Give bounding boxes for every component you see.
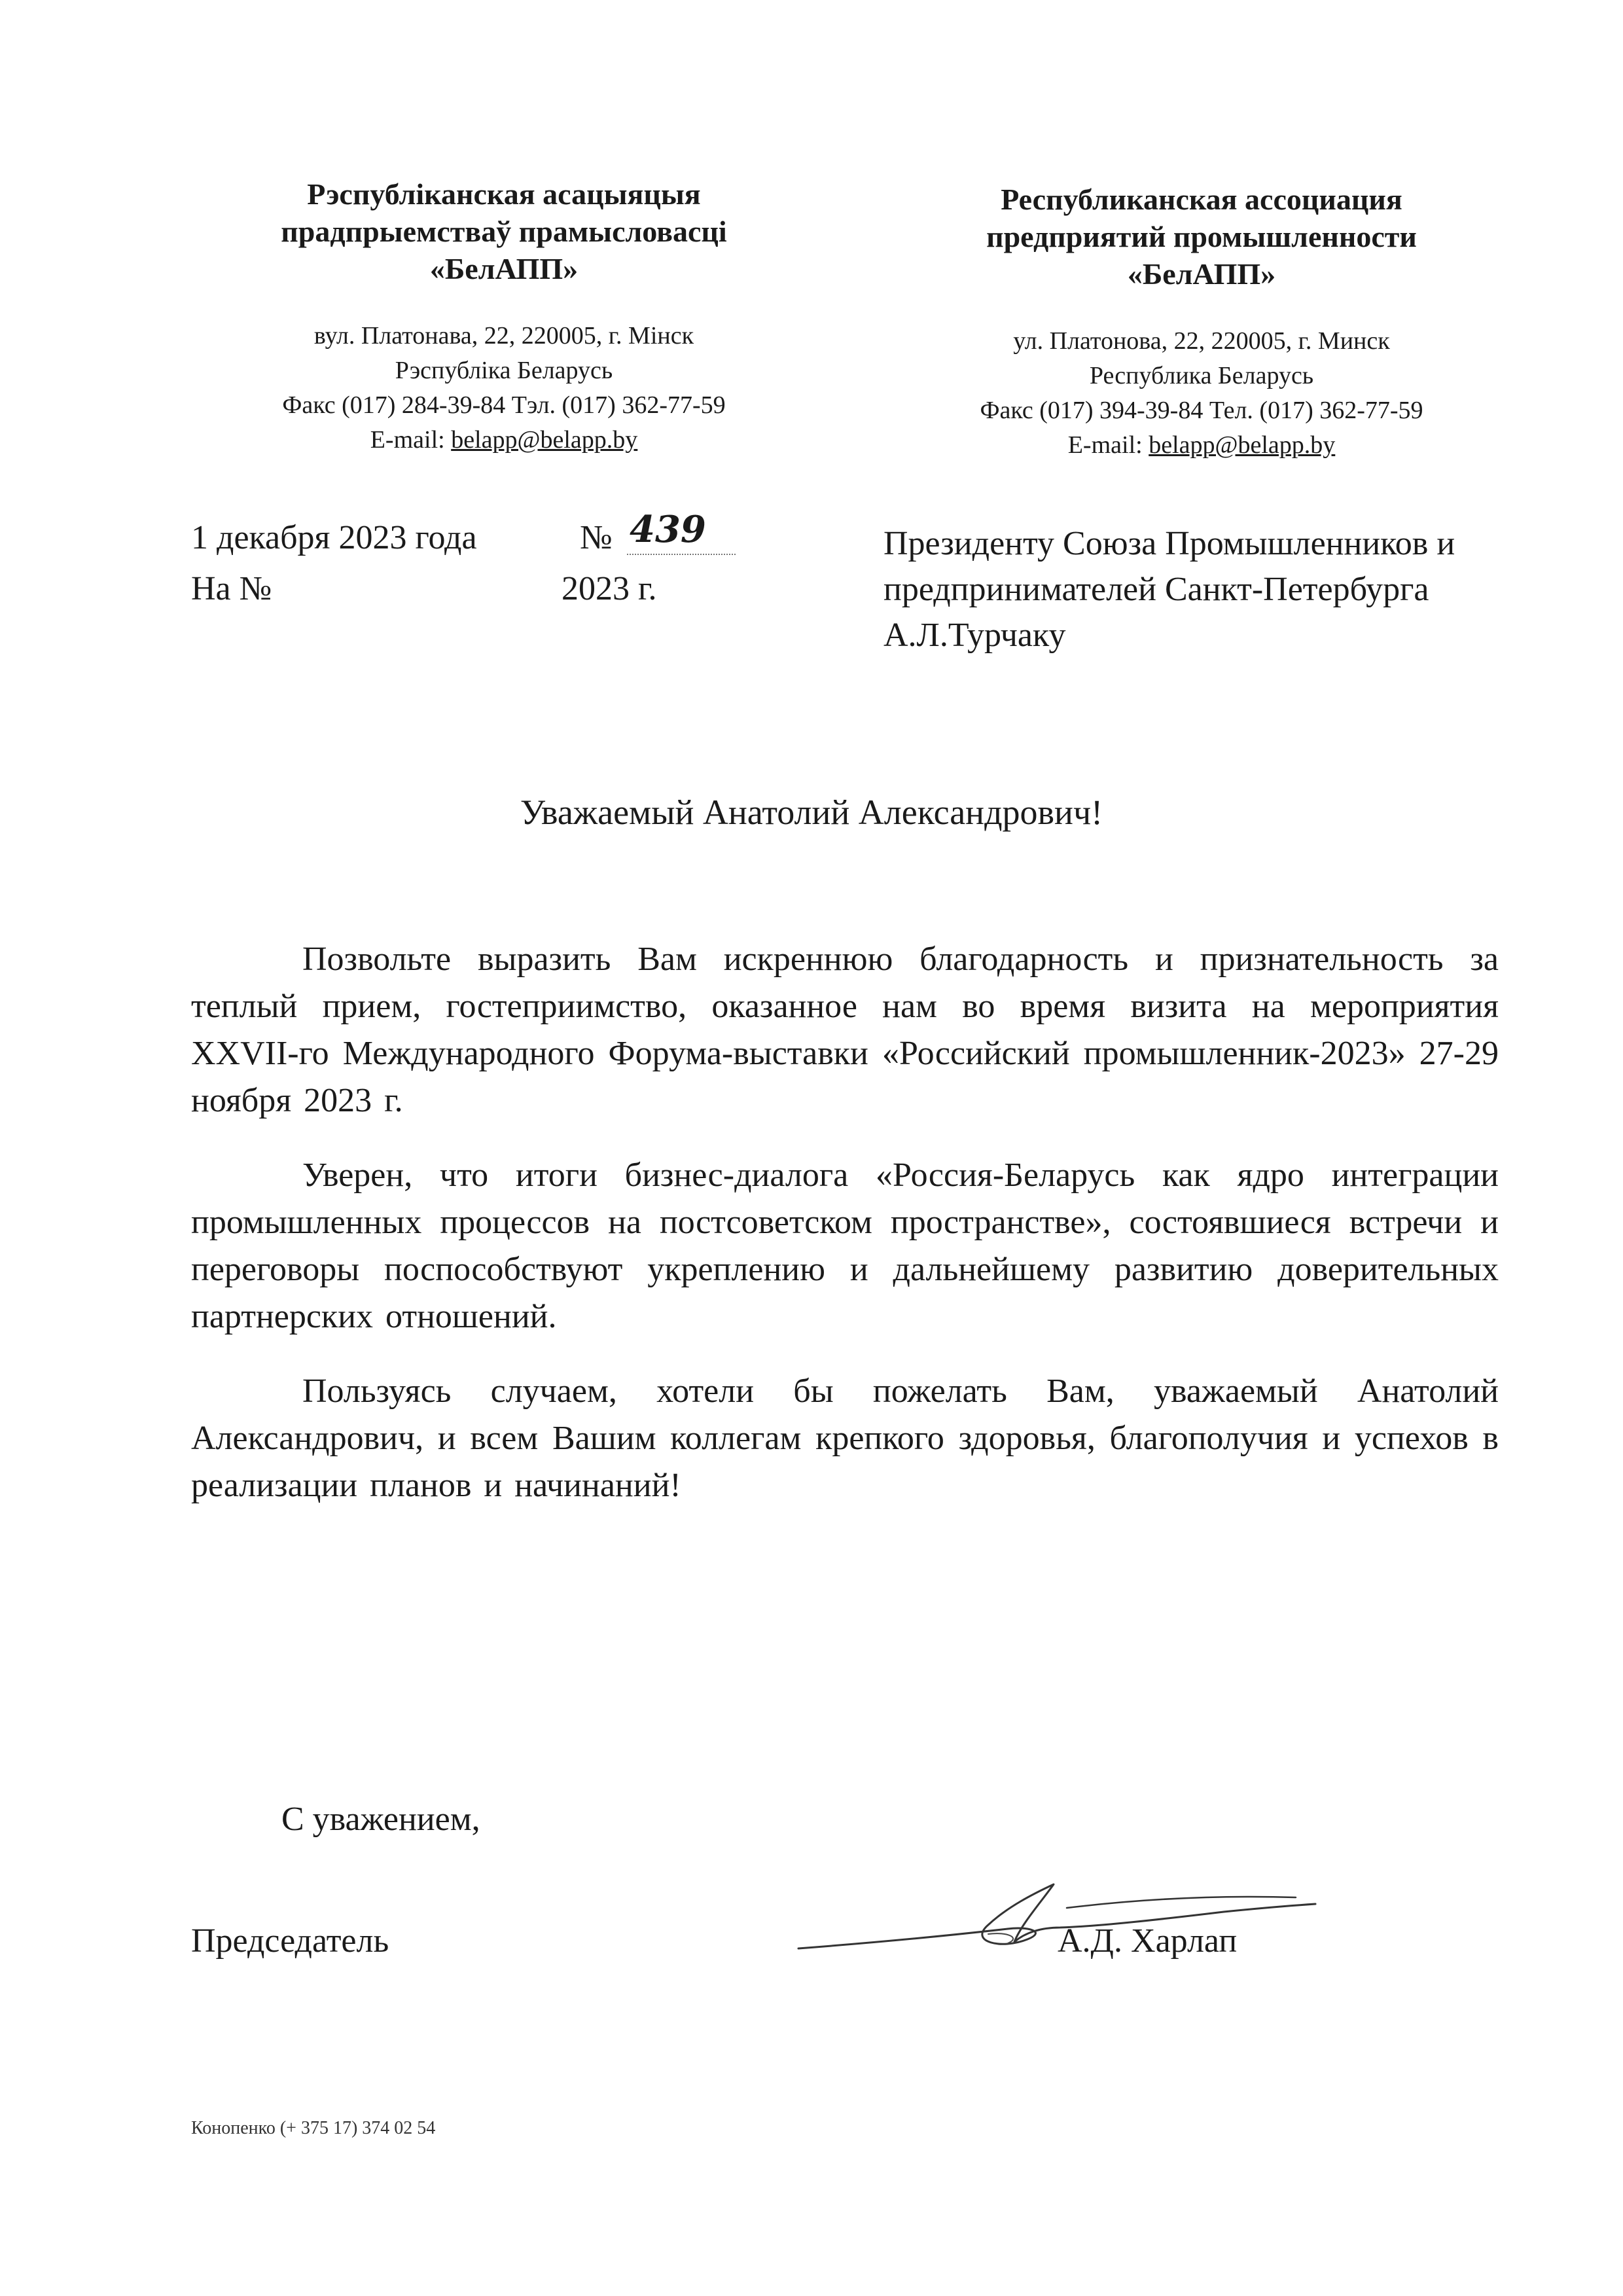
number-label: №: [580, 519, 613, 556]
org-line: Республиканская ассоциация: [1001, 183, 1402, 216]
email-label: E-mail:: [370, 426, 452, 454]
reply-year: 2023 г.: [562, 570, 657, 607]
org-name-ru: [863, 181, 1541, 293]
signatory-position: Председатель: [191, 1922, 389, 1960]
email-label: E-mail:: [1067, 431, 1149, 459]
header-right: [863, 181, 1541, 463]
country-line: Республика Беларусь: [1089, 362, 1314, 389]
email-link[interactable]: belapp@belapp.by: [451, 426, 638, 454]
handwritten-signature: [792, 1869, 1322, 1967]
header-left: [177, 175, 831, 457]
addressee-block: [883, 521, 1577, 658]
org-address-by: [177, 319, 831, 457]
executor-contact: Конопенко (+ 375 17) 374 02 54: [191, 2118, 436, 2138]
phone-line: Факс (017) 394-39-84 Тел. (017) 362-77-59: [980, 397, 1423, 424]
addressee-name: А.Л.Турчаку: [883, 617, 1066, 654]
closing: С уважением,: [281, 1801, 480, 1838]
email-link[interactable]: belapp@belapp.by: [1149, 431, 1336, 459]
org-line: предприятий промышленности: [986, 220, 1417, 253]
handwritten-number: [627, 508, 736, 559]
address-line: ул. Платонова, 22, 220005, г. Минск: [1013, 327, 1390, 355]
org-line: «БелАПП»: [429, 252, 579, 285]
org-line: «БелАПП»: [1127, 257, 1276, 291]
address-line: вул. Платонава, 22, 220005, г. Мінск: [313, 322, 694, 350]
org-address-ru: [863, 324, 1541, 463]
phone-line: Факс (017) 284-39-84 Тэл. (017) 362-77-59: [282, 391, 726, 419]
org-name-by: [177, 175, 831, 287]
email-line: [863, 428, 1541, 463]
letter-body: [191, 936, 1499, 1537]
addressee-line: предпринимателей Санкт-Петербурга: [883, 571, 1429, 608]
reply-label: На №: [191, 570, 272, 607]
number-underline: [627, 554, 736, 555]
salutation: Уважаемый Анатолий Александрович!: [520, 793, 1103, 832]
org-line: Рэспубліканская асацыяцыя: [307, 177, 701, 211]
number-value: 439: [630, 508, 706, 551]
body-paragraph: Уверен, что итоги бизнес-диалога «Россия-Беларусь как ядро интеграции промышленных процессов на постсоветском пространстве», состоявшиеся встречи и переговоры поспособствуют укреплению и дальнейшему развитию доверительных партнерских отношений.: [191, 1157, 1499, 1335]
body-paragraph: Пользуясь случаем, хотели бы пожелать Вам, уважаемый Анатолий Александрович, и всем Вашим коллегам крепкого здоровья, благополучия и успехов в реализации планов и начинаний!: [191, 1372, 1499, 1504]
body-paragraph: Позвольте выразить Вам искреннюю благодарность и признательность за теплый прием, гостеприимство, оказанное нам во время визита на мероприятия XXVII-го Международного Форума-выставки «Российский промышленник-2023» 27-29 ноября 2023 г.: [191, 941, 1499, 1119]
country-line: Рэспубліка Беларусь: [395, 357, 613, 384]
email-line: [177, 423, 831, 457]
addressee-line: Президенту Союза Промышленников и: [883, 525, 1455, 562]
org-line: прадпрыемстваў прамысловасці: [281, 215, 727, 248]
letter-date: 1 декабря 2023 года: [191, 519, 477, 556]
signatory-name: А.Д. Харлап: [1058, 1922, 1238, 1960]
